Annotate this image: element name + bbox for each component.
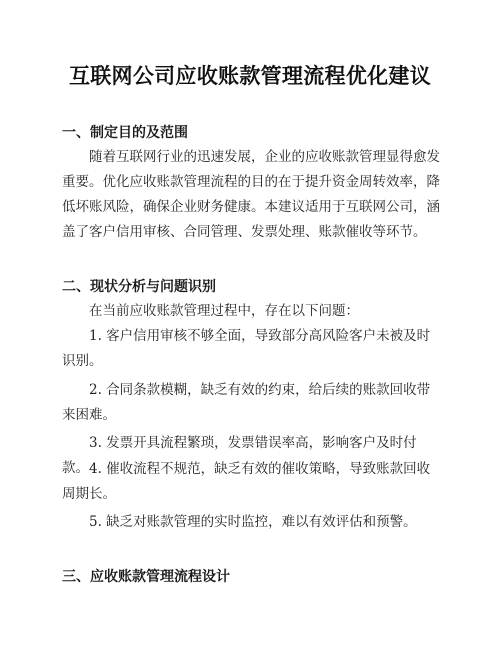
- list-item: 2. 合同条款模糊，缺乏有效的约束，给后续的账款回收带来困难。: [62, 382, 431, 423]
- section-heading-purpose: 一、制定目的及范围: [62, 125, 188, 141]
- section-heading-analysis: 二、现状分析与问题识别: [62, 279, 216, 295]
- section-heading-design: 三、应收账款管理流程设计: [62, 569, 230, 585]
- list-item: 4. 催收流程不规范，缺乏有效的催收策略，导致账款回收周期长。: [62, 461, 431, 502]
- section-intro-analysis: 在当前应收账款管理过程中，存在以下问题：: [89, 303, 359, 319]
- list-item: 1. 客户信用审核不够全面，导致部分高风险客户未被及时识别。: [62, 328, 431, 369]
- list-item: 3. 发票开具流程繁琐，发票错误率高，影响客户及时付款。: [62, 435, 417, 476]
- document-title: 互联网公司应收账款管理流程优化建议: [68, 64, 432, 88]
- section-paragraph-purpose: 随着互联网行业的迅速发展，企业的应收账款管理显得愈发重要。优化应收账款管理流程的目的在于提升资金周转效率，降低坏账风险，确保企业财务健康。本建议适用于互联网公司，涵盖了客户信用审核、合同管理、发票处理、账款催收等环节。: [62, 149, 440, 240]
- list-item: 5. 缺乏对账款管理的实时监控，难以有效评估和预警。: [89, 514, 417, 530]
